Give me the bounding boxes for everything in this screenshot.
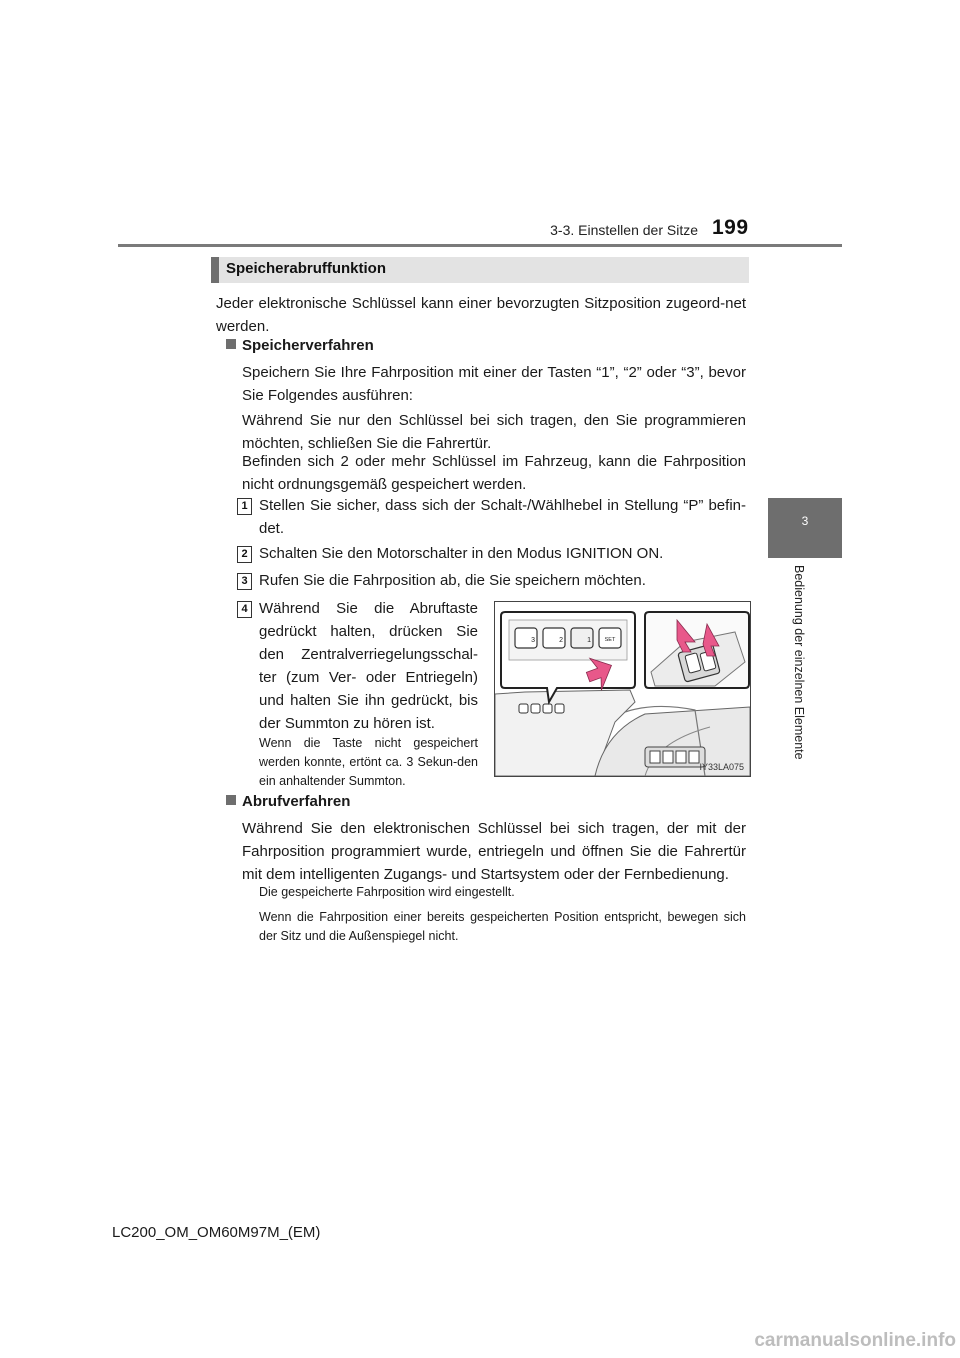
button-label-set: SET — [604, 637, 616, 643]
button-label-2: 2 — [559, 637, 563, 644]
store-para-2: Während Sie nur den Schlüssel bei sich tragen, den Sie programmieren möchten, schließen Sie die Fahrertür. — [242, 412, 746, 452]
recall-note-1: Die gespeicherte Fahrposition wird eingestellt. — [259, 885, 515, 899]
square-bullet-icon — [226, 339, 236, 349]
page-number: 199 — [712, 216, 749, 239]
chapter-tab-label: Bedienung der einzelnen Elemente — [792, 565, 806, 760]
watermark: carmanualsonline.info — [754, 1330, 956, 1351]
door-switch-illustration — [494, 601, 751, 777]
step-number-box: 2 — [237, 546, 252, 563]
chapter-tab-number: 3 — [801, 514, 809, 528]
recall-heading: Abrufverfahren — [242, 793, 351, 810]
store-para-3: Befinden sich 2 oder mehr Schlüssel im Fahrzeug, kann die Fahrposition nicht ordnungsgemäß gespeichert werden. — [242, 453, 746, 493]
square-bullet-icon — [226, 795, 236, 805]
running-header-section: 3-3. Einstellen der Sitze — [550, 222, 698, 238]
step-1-text: Stellen Sie sicher, dass sich der Schalt-/Wählhebel in Stellung “P” befin-det. — [259, 497, 746, 537]
step-number-box: 1 — [237, 498, 252, 515]
button-label-1: 1 — [587, 637, 591, 644]
store-heading: Speicherverfahren — [242, 337, 374, 354]
step-3-text: Rufen Sie die Fahrposition ab, die Sie speichern möchten. — [259, 572, 646, 589]
recall-para: Während Sie den elektronischen Schlüssel bei sich tragen, der mit der Fahrposition programmiert wurde, entriegeln und öffnen Sie die Fahrertür mit dem intelligenten Zugangs- und Startsystem oder der Fernbedienung. — [242, 820, 746, 883]
step-4-text: Während Sie die Abruftaste gedrückt halten, drücken Sie den Zentralverriegelungsschal-ter (zum Ver- oder Entriegeln) und halten Sie ihn gedrückt, bis der Summton zu hören ist. — [259, 600, 478, 732]
chapter-tab — [768, 498, 842, 558]
header-rule — [118, 244, 842, 247]
document-code: LC200_OM_OM60M97M_(EM) — [112, 1224, 321, 1241]
section-intro: Jeder elektronische Schlüssel kann einer bevorzugten Sitzposition zugeord-net werden. — [216, 295, 746, 335]
store-para-1: Speichern Sie Ihre Fahrposition mit einer der Tasten “1”, “2” oder “3”, bevor Sie Folgendes ausführen: — [242, 364, 746, 404]
step-number-box: 4 — [237, 601, 252, 618]
button-label-3: 3 — [531, 637, 535, 644]
section-header-marker — [211, 257, 219, 283]
door-trim-drawing — [495, 602, 750, 776]
step-4-note: Wenn die Taste nicht gespeichert werden konnte, ertönt ca. 3 Sekun-den ein anhaltender Summton. — [259, 736, 478, 788]
step-number-box: 3 — [237, 573, 252, 590]
figure-code: IY33LA075 — [699, 762, 744, 772]
step-2-text: Schalten Sie den Motorschalter in den Modus IGNITION ON. — [259, 545, 664, 562]
recall-note-2: Wenn die Fahrposition einer bereits gespeicherten Position entspricht, bewegen sich der Sitz und die Außenspiegel nicht. — [259, 910, 746, 943]
section-title: Speicherabruffunktion — [226, 260, 387, 277]
